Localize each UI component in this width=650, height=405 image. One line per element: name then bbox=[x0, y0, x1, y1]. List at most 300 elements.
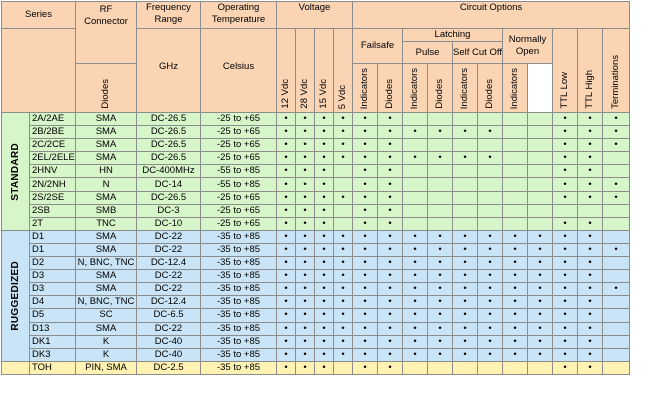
frequency-cell: DC-6.5 bbox=[137, 309, 201, 322]
option-mark-cell: • bbox=[277, 204, 296, 217]
series-cell: D5 bbox=[30, 309, 76, 322]
option-mark-cell bbox=[403, 139, 428, 152]
voltage-5vdc-header: 5 Vdc bbox=[334, 29, 353, 113]
option-mark-cell bbox=[428, 217, 453, 230]
option-mark-cell: • bbox=[315, 165, 334, 178]
option-mark-cell: • bbox=[453, 126, 478, 139]
option-mark-cell: • bbox=[277, 165, 296, 178]
option-mark-cell: • bbox=[478, 257, 503, 270]
temperature-cell: -35 to +85 bbox=[201, 348, 277, 361]
temperature-cell: -25 to +65 bbox=[201, 139, 277, 152]
option-mark-cell: • bbox=[453, 270, 478, 283]
temperature-cell: -25 to +65 bbox=[201, 191, 277, 204]
option-mark-cell: • bbox=[277, 296, 296, 309]
option-mark-cell bbox=[334, 165, 353, 178]
option-mark-cell bbox=[503, 139, 528, 152]
series-cell: TOH bbox=[30, 361, 76, 374]
option-mark-cell: • bbox=[315, 322, 334, 335]
option-mark-cell bbox=[403, 361, 428, 374]
option-mark-cell: • bbox=[353, 230, 378, 243]
frequency-cell: DC-400MHz bbox=[137, 165, 201, 178]
option-mark-cell: • bbox=[353, 165, 378, 178]
option-mark-cell: • bbox=[428, 230, 453, 243]
option-mark-cell: • bbox=[353, 335, 378, 348]
option-mark-cell: • bbox=[315, 283, 334, 296]
frequency-cell: DC-26.5 bbox=[137, 113, 201, 126]
group-label: STANDARD bbox=[2, 113, 30, 231]
option-mark-cell bbox=[503, 126, 528, 139]
option-mark-cell: • bbox=[453, 283, 478, 296]
option-mark-cell: • bbox=[578, 270, 603, 283]
option-mark-cell bbox=[603, 296, 630, 309]
series-cell: D13 bbox=[30, 322, 76, 335]
table-row bbox=[2, 296, 630, 309]
option-mark-cell: • bbox=[353, 322, 378, 335]
option-mark-cell: • bbox=[403, 335, 428, 348]
option-mark-cell bbox=[453, 165, 478, 178]
connector-cell: SMA bbox=[76, 113, 137, 126]
option-mark-cell: • bbox=[503, 348, 528, 361]
connector-cell: HN bbox=[76, 165, 137, 178]
option-mark-cell: • bbox=[553, 361, 578, 374]
operating-temperature-header: Operating Temperature bbox=[201, 2, 277, 29]
option-mark-cell: • bbox=[378, 126, 403, 139]
option-mark-cell: • bbox=[277, 309, 296, 322]
option-mark-cell: • bbox=[428, 243, 453, 256]
option-mark-cell: • bbox=[296, 361, 315, 374]
option-mark-cell bbox=[428, 139, 453, 152]
temperature-unit: Celsius bbox=[201, 29, 277, 113]
option-mark-cell bbox=[553, 204, 578, 217]
option-mark-cell: • bbox=[528, 335, 553, 348]
option-mark-cell: • bbox=[334, 230, 353, 243]
table-row bbox=[2, 113, 630, 126]
option-mark-cell: • bbox=[334, 322, 353, 335]
connector-cell: N bbox=[76, 178, 137, 191]
frequency-cell: DC-26.5 bbox=[137, 139, 201, 152]
series-cell: 2EL/2ELE bbox=[30, 152, 76, 165]
temperature-cell: -35 to +85 bbox=[201, 322, 277, 335]
series-cell: 2B/2BE bbox=[30, 126, 76, 139]
option-mark-cell bbox=[603, 217, 630, 230]
option-mark-cell bbox=[478, 178, 503, 191]
latching-header: Latching bbox=[403, 29, 503, 42]
option-mark-cell: • bbox=[428, 257, 453, 270]
temperature-cell: -25 to +65 bbox=[201, 152, 277, 165]
voltage-header: Voltage bbox=[277, 2, 353, 29]
option-mark-cell: • bbox=[453, 243, 478, 256]
option-mark-cell: • bbox=[315, 113, 334, 126]
option-mark-cell: • bbox=[277, 139, 296, 152]
option-mark-cell bbox=[528, 126, 553, 139]
option-mark-cell: • bbox=[277, 283, 296, 296]
option-mark-cell: • bbox=[478, 283, 503, 296]
frequency-cell: DC-14 bbox=[137, 178, 201, 191]
option-mark-cell: • bbox=[403, 126, 428, 139]
option-mark-cell: • bbox=[578, 139, 603, 152]
option-mark-cell bbox=[528, 165, 553, 178]
option-mark-cell bbox=[403, 217, 428, 230]
option-mark-cell: • bbox=[603, 178, 630, 191]
option-mark-cell: • bbox=[277, 152, 296, 165]
rf-connector-header: RF Connector bbox=[76, 2, 137, 64]
option-mark-cell: • bbox=[403, 230, 428, 243]
option-mark-cell: • bbox=[503, 335, 528, 348]
option-mark-cell: • bbox=[453, 296, 478, 309]
option-mark-cell: • bbox=[453, 152, 478, 165]
option-mark-cell: • bbox=[578, 152, 603, 165]
option-mark-cell: • bbox=[503, 257, 528, 270]
series-cell: 2S/2SE bbox=[30, 191, 76, 204]
option-mark-cell: • bbox=[478, 296, 503, 309]
option-mark-cell bbox=[503, 152, 528, 165]
option-mark-cell bbox=[334, 178, 353, 191]
voltage-15vdc-header: 15 Vdc bbox=[315, 29, 334, 113]
option-mark-cell: • bbox=[553, 152, 578, 165]
option-mark-cell: • bbox=[478, 348, 503, 361]
connector-cell: SC bbox=[76, 309, 137, 322]
table-row bbox=[2, 257, 630, 270]
option-mark-cell: • bbox=[528, 309, 553, 322]
option-mark-cell bbox=[603, 309, 630, 322]
option-mark-cell bbox=[453, 139, 478, 152]
option-mark-cell bbox=[478, 191, 503, 204]
temperature-cell: -35 to +85 bbox=[201, 243, 277, 256]
option-mark-cell: • bbox=[353, 243, 378, 256]
frequency-cell: DC-22 bbox=[137, 243, 201, 256]
group-label bbox=[2, 361, 30, 374]
option-mark-cell bbox=[603, 335, 630, 348]
option-mark-cell bbox=[503, 113, 528, 126]
temperature-cell: -55 to +85 bbox=[201, 178, 277, 191]
option-mark-cell bbox=[603, 165, 630, 178]
option-mark-cell: • bbox=[428, 309, 453, 322]
option-mark-cell: • bbox=[478, 230, 503, 243]
option-mark-cell bbox=[334, 204, 353, 217]
option-mark-cell bbox=[603, 230, 630, 243]
option-mark-cell: • bbox=[353, 348, 378, 361]
option-mark-cell bbox=[428, 191, 453, 204]
option-mark-cell: • bbox=[277, 191, 296, 204]
series-cell: D2 bbox=[30, 257, 76, 270]
connector-cell: SMA bbox=[76, 126, 137, 139]
series-cell: D4 bbox=[30, 296, 76, 309]
option-mark-cell: • bbox=[578, 322, 603, 335]
option-mark-cell: • bbox=[296, 322, 315, 335]
table-row bbox=[2, 309, 630, 322]
option-mark-cell: • bbox=[503, 322, 528, 335]
option-mark-cell bbox=[603, 257, 630, 270]
temperature-cell: -35 to +85 bbox=[201, 309, 277, 322]
option-mark-cell: • bbox=[403, 283, 428, 296]
option-mark-cell: • bbox=[315, 309, 334, 322]
option-mark-cell: • bbox=[553, 139, 578, 152]
option-mark-cell bbox=[578, 204, 603, 217]
option-mark-cell: • bbox=[296, 165, 315, 178]
connector-cell: K bbox=[76, 335, 137, 348]
option-mark-cell bbox=[478, 204, 503, 217]
option-mark-cell: • bbox=[578, 191, 603, 204]
option-mark-cell bbox=[503, 204, 528, 217]
option-mark-cell: • bbox=[277, 322, 296, 335]
option-mark-cell: • bbox=[453, 230, 478, 243]
option-mark-cell bbox=[403, 113, 428, 126]
option-mark-cell bbox=[503, 191, 528, 204]
option-mark-cell: • bbox=[503, 296, 528, 309]
pulse-indicators-header: Indicators bbox=[403, 64, 428, 113]
option-mark-cell: • bbox=[528, 257, 553, 270]
connector-cell: SMA bbox=[76, 230, 137, 243]
option-mark-cell bbox=[528, 113, 553, 126]
option-mark-cell bbox=[603, 204, 630, 217]
series-cell: 2N/2NH bbox=[30, 178, 76, 191]
option-mark-cell: • bbox=[315, 348, 334, 361]
normally-open-indicators-header: Indicators bbox=[503, 64, 528, 113]
option-mark-cell: • bbox=[428, 283, 453, 296]
option-mark-cell: • bbox=[277, 230, 296, 243]
table-row bbox=[2, 178, 630, 191]
option-mark-cell: • bbox=[378, 335, 403, 348]
option-mark-cell bbox=[403, 191, 428, 204]
option-mark-cell: • bbox=[378, 204, 403, 217]
temperature-cell: -35 to +85 bbox=[201, 270, 277, 283]
frequency-cell: DC-26.5 bbox=[137, 152, 201, 165]
option-mark-cell: • bbox=[578, 126, 603, 139]
frequency-cell: DC-40 bbox=[137, 348, 201, 361]
connector-cell: SMA bbox=[76, 270, 137, 283]
option-mark-cell: • bbox=[296, 296, 315, 309]
group-label: RUGGEDIZED bbox=[2, 230, 30, 361]
option-mark-cell: • bbox=[378, 113, 403, 126]
self-cut-off-header: Self Cut Off bbox=[453, 42, 503, 64]
option-mark-cell: • bbox=[503, 283, 528, 296]
option-mark-cell bbox=[428, 113, 453, 126]
connector-cell: SMB bbox=[76, 204, 137, 217]
option-mark-cell: • bbox=[553, 165, 578, 178]
option-mark-cell: • bbox=[296, 152, 315, 165]
option-mark-cell: • bbox=[296, 113, 315, 126]
frequency-cell: DC-3 bbox=[137, 204, 201, 217]
option-mark-cell: • bbox=[553, 230, 578, 243]
temperature-cell: -35 to +85 bbox=[201, 335, 277, 348]
option-mark-cell bbox=[403, 204, 428, 217]
option-mark-cell: • bbox=[378, 178, 403, 191]
option-mark-cell: • bbox=[453, 257, 478, 270]
frequency-cell: DC-12.4 bbox=[137, 296, 201, 309]
series-cell: 2HNV bbox=[30, 165, 76, 178]
pulse-header: Pulse bbox=[403, 42, 453, 64]
option-mark-cell bbox=[478, 217, 503, 230]
frequency-range-header: Frequency Range bbox=[137, 2, 201, 29]
option-mark-cell: • bbox=[478, 322, 503, 335]
option-mark-cell: • bbox=[277, 361, 296, 374]
temperature-cell: -35 to +85 bbox=[201, 283, 277, 296]
temperature-cell: -25 to +65 bbox=[201, 126, 277, 139]
frequency-cell: DC-12.4 bbox=[137, 257, 201, 270]
option-mark-cell: • bbox=[353, 113, 378, 126]
option-mark-cell: • bbox=[503, 243, 528, 256]
option-mark-cell: • bbox=[277, 243, 296, 256]
option-mark-cell: • bbox=[378, 270, 403, 283]
option-mark-cell: • bbox=[453, 335, 478, 348]
option-mark-cell: • bbox=[553, 257, 578, 270]
series-cell: DK3 bbox=[30, 348, 76, 361]
option-mark-cell bbox=[603, 322, 630, 335]
option-mark-cell bbox=[428, 178, 453, 191]
option-mark-cell: • bbox=[315, 204, 334, 217]
connector-cell: TNC bbox=[76, 217, 137, 230]
option-mark-cell: • bbox=[478, 335, 503, 348]
table-row bbox=[2, 139, 630, 152]
option-mark-cell bbox=[503, 361, 528, 374]
option-mark-cell: • bbox=[428, 270, 453, 283]
option-mark-cell: • bbox=[277, 217, 296, 230]
table-row bbox=[2, 204, 630, 217]
option-mark-cell: • bbox=[334, 270, 353, 283]
table-row bbox=[2, 270, 630, 283]
option-mark-cell: • bbox=[378, 139, 403, 152]
temperature-cell: -25 to +65 bbox=[201, 217, 277, 230]
option-mark-cell: • bbox=[296, 139, 315, 152]
series-header: Series bbox=[2, 2, 76, 29]
option-mark-cell: • bbox=[277, 348, 296, 361]
table-row bbox=[2, 126, 630, 139]
connector-cell: PIN, SMA bbox=[76, 361, 137, 374]
option-mark-cell: • bbox=[296, 348, 315, 361]
series-cell: D1 bbox=[30, 243, 76, 256]
option-mark-cell: • bbox=[334, 139, 353, 152]
table-row bbox=[2, 152, 630, 165]
series-cell: D3 bbox=[30, 270, 76, 283]
option-mark-cell: • bbox=[277, 178, 296, 191]
option-mark-cell bbox=[428, 165, 453, 178]
option-mark-cell: • bbox=[315, 230, 334, 243]
temperature-cell: -35 to +85 bbox=[201, 257, 277, 270]
option-mark-cell: • bbox=[353, 126, 378, 139]
option-mark-cell: • bbox=[603, 243, 630, 256]
option-mark-cell bbox=[603, 348, 630, 361]
option-mark-cell: • bbox=[578, 361, 603, 374]
option-mark-cell: • bbox=[428, 348, 453, 361]
option-mark-cell: • bbox=[277, 113, 296, 126]
option-mark-cell: • bbox=[277, 126, 296, 139]
option-mark-cell: • bbox=[553, 113, 578, 126]
option-mark-cell: • bbox=[353, 152, 378, 165]
option-mark-cell: • bbox=[503, 309, 528, 322]
option-mark-cell: • bbox=[296, 230, 315, 243]
option-mark-cell: • bbox=[353, 257, 378, 270]
option-mark-cell: • bbox=[378, 283, 403, 296]
option-mark-cell: • bbox=[403, 270, 428, 283]
option-mark-cell bbox=[603, 152, 630, 165]
option-mark-cell: • bbox=[603, 283, 630, 296]
option-mark-cell bbox=[403, 178, 428, 191]
frequency-cell: DC-10 bbox=[137, 217, 201, 230]
table-row bbox=[2, 335, 630, 348]
table-row bbox=[2, 217, 630, 230]
frequency-cell: DC-22 bbox=[137, 270, 201, 283]
option-mark-cell: • bbox=[403, 152, 428, 165]
option-mark-cell bbox=[478, 139, 503, 152]
ttl-high-header: TTL High bbox=[578, 29, 603, 113]
option-mark-cell bbox=[403, 165, 428, 178]
option-mark-cell bbox=[334, 361, 353, 374]
option-mark-cell bbox=[334, 217, 353, 230]
option-mark-cell: • bbox=[578, 309, 603, 322]
frequency-cell: DC-26.5 bbox=[137, 126, 201, 139]
option-mark-cell bbox=[453, 178, 478, 191]
option-mark-cell: • bbox=[528, 230, 553, 243]
option-mark-cell: • bbox=[296, 270, 315, 283]
option-mark-cell: • bbox=[353, 361, 378, 374]
option-mark-cell: • bbox=[378, 296, 403, 309]
option-mark-cell: • bbox=[296, 257, 315, 270]
option-mark-cell bbox=[528, 361, 553, 374]
option-mark-cell: • bbox=[315, 152, 334, 165]
table-row bbox=[2, 165, 630, 178]
option-mark-cell: • bbox=[478, 309, 503, 322]
switch-specification-table bbox=[1, 1, 630, 375]
option-mark-cell bbox=[603, 270, 630, 283]
series-cell: DK1 bbox=[30, 335, 76, 348]
option-mark-cell: • bbox=[296, 217, 315, 230]
series-cell: 2C/2CE bbox=[30, 139, 76, 152]
option-mark-cell: • bbox=[578, 230, 603, 243]
option-mark-cell: • bbox=[334, 243, 353, 256]
option-mark-cell: • bbox=[296, 204, 315, 217]
option-mark-cell: • bbox=[334, 348, 353, 361]
connector-cell: K bbox=[76, 348, 137, 361]
normally-open-diodes-header: Diodes bbox=[478, 64, 503, 113]
option-mark-cell bbox=[528, 204, 553, 217]
option-mark-cell: • bbox=[428, 152, 453, 165]
option-mark-cell: • bbox=[578, 243, 603, 256]
option-mark-cell: • bbox=[528, 243, 553, 256]
option-mark-cell: • bbox=[353, 204, 378, 217]
option-mark-cell: • bbox=[578, 257, 603, 270]
option-mark-cell: • bbox=[296, 126, 315, 139]
option-mark-cell: • bbox=[296, 335, 315, 348]
temperature-cell: -25 to +65 bbox=[201, 113, 277, 126]
option-mark-cell: • bbox=[603, 139, 630, 152]
option-mark-cell: • bbox=[353, 309, 378, 322]
selfcut-diodes-header: Diodes bbox=[428, 64, 453, 113]
option-mark-cell bbox=[528, 178, 553, 191]
connector-cell: SMA bbox=[76, 152, 137, 165]
option-mark-cell: • bbox=[315, 361, 334, 374]
option-mark-cell: • bbox=[528, 296, 553, 309]
option-mark-cell: • bbox=[603, 126, 630, 139]
frequency-unit: GHz bbox=[137, 29, 201, 113]
option-mark-cell: • bbox=[453, 309, 478, 322]
series-cell: 2A/2AE bbox=[30, 113, 76, 126]
option-mark-cell: • bbox=[428, 296, 453, 309]
option-mark-cell: • bbox=[315, 126, 334, 139]
option-mark-cell: • bbox=[334, 309, 353, 322]
option-mark-cell: • bbox=[428, 126, 453, 139]
option-mark-cell: • bbox=[528, 348, 553, 361]
option-mark-cell: • bbox=[277, 335, 296, 348]
option-mark-cell bbox=[503, 165, 528, 178]
connector-cell: N, BNC, TNC bbox=[76, 257, 137, 270]
voltage-12vdc-header: 12 Vdc bbox=[277, 29, 296, 113]
option-mark-cell: • bbox=[578, 217, 603, 230]
option-mark-cell: • bbox=[315, 243, 334, 256]
option-mark-cell: • bbox=[378, 361, 403, 374]
option-mark-cell bbox=[528, 139, 553, 152]
table-row bbox=[2, 322, 630, 335]
series-header-blank bbox=[2, 29, 76, 113]
